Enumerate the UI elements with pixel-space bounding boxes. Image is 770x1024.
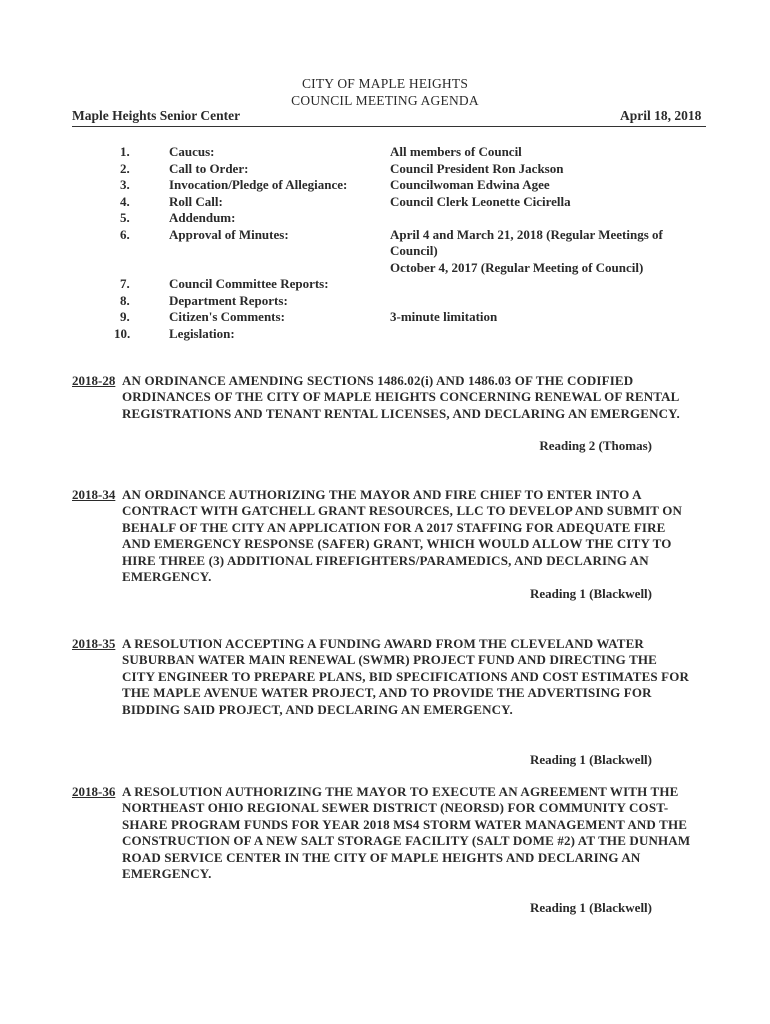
agenda-item-number: 6. [120, 226, 130, 242]
header-divider [72, 126, 706, 127]
agenda-item-number: 2. [120, 160, 130, 176]
legislation-text: A RESOLUTION AUTHORIZING THE MAYOR TO EXECUTE AN AGREEMENT WITH THE NORTHEAST OHIO REGIONAL SEWER DISTRICT (NEORSD) FOR COMMUNITY COST-SHARE PROGRAM FUNDS FOR YEAR 2018 MS4 STORM WATER MANAGEMENT AND THE CONSTRUCTION OF A NEW SALT STORAGE FACILITY (SALT DOME #2) AT THE DUNHAM ROAD SERVICE CENTER IN THE CITY OF MAPLE HEIGHTS AND DECLARING AN EMERGENCY. [122, 784, 691, 882]
agenda-item [0, 276, 770, 293]
agenda-item [0, 194, 770, 211]
legislation-text: A RESOLUTION ACCEPTING A FUNDING AWARD FROM THE CLEVELAND WATER SUBURBAN WATER MAIN RENEWAL (SWMR) PROJECT FUND AND DIRECTING THE CITY ENGINEER TO PREPARE PLANS, BID SPECIFICATIONS AND COST ESTIMATES FOR THE MAPLE AVENUE WATER PROJECT, AND TO PROVIDE THE ADVERTISING FOR BIDDING SAID PROJECT, AND DECLARING AN EMERGENCY. [122, 636, 690, 717]
agenda-item [0, 293, 770, 310]
agenda-item-label: Legislation: [169, 325, 235, 341]
agenda-item-number: 4. [120, 193, 130, 209]
agenda-item-label: Invocation/Pledge of Allegiance: [169, 177, 348, 192]
legislation-number: 2018-35 [72, 636, 116, 651]
document-title-line1: CITY OF MAPLE HEIGHTS [301, 76, 469, 91]
minutes-detail-line1: April 4 and March 21, 2018 (Regular Meetings of Council) [390, 226, 663, 258]
agenda-item [0, 210, 770, 227]
legislation-text: AN ORDINANCE AUTHORIZING THE MAYOR AND FIRE CHIEF TO ENTER INTO A CONTRACT WITH GATCHELL GRANT RESOURCES, LLC TO DEVELOP AND SUBMIT ON BEHALF OF THE CITY AN APPLICATION FOR A 2017 STAFFING FOR ADEQUATE FIRE AND EMERGENCY RESPONSE (SAFER) GRANT, WHICH WOULD ALLOW THE CITY TO HIRE THREE (3) ADDITIONAL FIREFIGHTERS/PARAMEDICS, AND DECLARING AN EMERGENCY. [122, 487, 683, 585]
agenda-item [0, 161, 770, 178]
agenda-item-number: 7. [120, 276, 130, 291]
agenda-item-number: 8. [120, 292, 130, 308]
agenda-item-label: Caucus: [169, 144, 215, 159]
agenda-item-label: Addendum: [169, 210, 236, 225]
document-title-line2: COUNCIL MEETING AGENDA [291, 93, 479, 108]
legislation-reading: Reading 2 (Thomas) [539, 438, 652, 453]
agenda-item [0, 309, 770, 326]
agenda-item-number: 9. [120, 309, 130, 324]
agenda-item [0, 144, 770, 161]
legislation-reading: Reading 1 (Blackwell) [529, 586, 652, 601]
agenda-item-label: Council Committee Reports: [169, 276, 329, 291]
agenda-item [0, 177, 770, 194]
agenda-item-detail: 3-minute limitation [390, 309, 498, 324]
agenda-item-number: 3. [120, 177, 130, 192]
agenda-item-detail: Councilwoman Edwina Agee [390, 177, 550, 192]
agenda-item-label: Roll Call: [169, 193, 223, 209]
agenda-item-label: Citizen's Comments: [169, 309, 285, 324]
agenda-item-label: Department Reports: [169, 292, 288, 308]
agenda-item-label: Approval of Minutes: [169, 226, 289, 242]
agenda-item-label: Call to Order: [169, 160, 249, 176]
agenda-item [0, 326, 770, 343]
agenda-item-detail: Council Clerk Leonette Cicirella [390, 193, 571, 209]
agenda-item-number: 1. [120, 144, 130, 159]
agenda-item-number: 5. [120, 210, 130, 225]
legislation-reading: Reading 1 (Blackwell) [529, 752, 652, 767]
legislation-number: 2018-34 [72, 487, 116, 502]
legislation-reading: Reading 1 (Blackwell) [529, 900, 652, 915]
legislation-number: 2018-36 [72, 784, 116, 799]
agenda-item-detail: Council President Ron Jackson [390, 160, 564, 176]
agenda-item-detail [390, 227, 700, 277]
agenda-item-detail: All members of Council [390, 144, 522, 159]
minutes-detail-line2: October 4, 2017 (Regular Meeting of Council) [390, 259, 644, 275]
meeting-location: Maple Heights Senior Center [72, 108, 241, 123]
meeting-date: April 18, 2018 [620, 108, 702, 123]
agenda-item-number: 10. [114, 325, 131, 341]
legislation-text: AN ORDINANCE AMENDING SECTIONS 1486.02(i) AND 1486.03 OF THE CODIFIED ORDINANCES OF THE CITY OF MAPLE HEIGHTS CONCERNING RENEWAL OF RENTAL REGISTRATIONS AND TENANT RENTAL LICENSES, AND DECLARING AN EMERGENCY. [122, 373, 680, 421]
legislation-number: 2018-28 [72, 373, 116, 388]
agenda-item [0, 227, 770, 279]
